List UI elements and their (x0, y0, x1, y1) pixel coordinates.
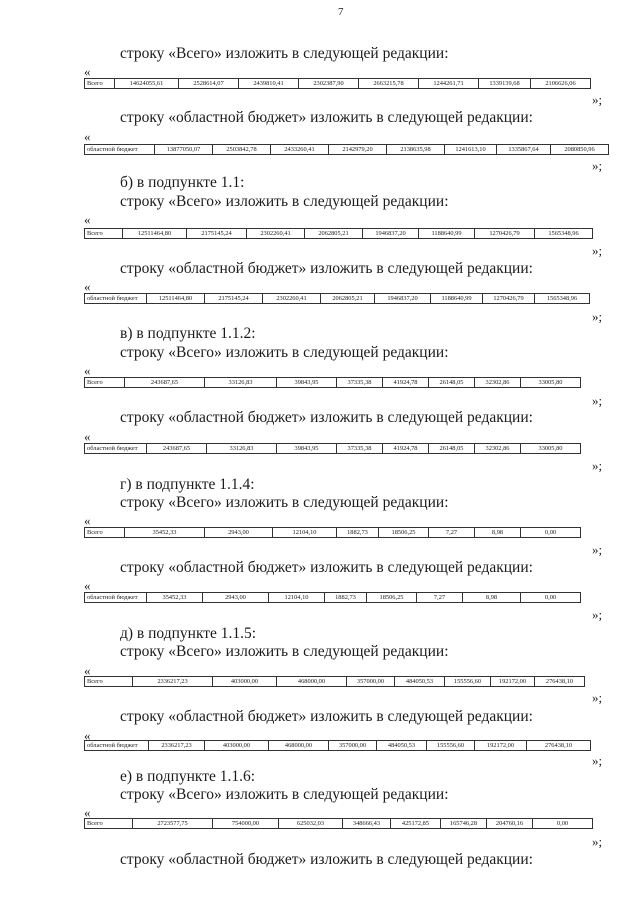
value-cell: 1946837,20 (375, 294, 431, 304)
value-cell: 2062805,21 (305, 229, 363, 239)
value-cell: 357000,00 (347, 677, 395, 687)
value-cell: 625032,03 (279, 819, 343, 829)
value-cell: 12511464,80 (147, 294, 205, 304)
budget-row (84, 377, 581, 388)
page-number: 7 (338, 6, 344, 18)
value-cell: 33005,80 (521, 378, 581, 388)
instruction: строку «областной бюджет» изложить в следующей редакции: (120, 109, 533, 126)
closing-quote: »; (592, 158, 603, 173)
heading: б) в подпункте 1.1: (120, 174, 245, 191)
value-cell: 1882,73 (337, 528, 379, 538)
heading: д) в подпункте 1.1.5: (120, 625, 257, 642)
row-label-cell: областной бюджет (85, 593, 147, 603)
value-cell: 192172,00 (491, 677, 535, 687)
value-cell: 2080850,96 (551, 145, 609, 155)
value-cell: 403000,00 (213, 677, 277, 687)
value-cell: 192172,00 (475, 741, 527, 751)
value-cell: 1270426,79 (475, 229, 535, 239)
opening-quote: « (84, 429, 91, 444)
value-cell: 2433260,41 (271, 145, 329, 155)
instruction: строку «Всего» изложить в следующей редакции: (120, 786, 449, 803)
closing-quote: »; (592, 753, 603, 768)
value-cell: 8,98 (463, 593, 521, 603)
closing-quote: »; (592, 458, 603, 473)
value-cell: 2336217,23 (149, 741, 205, 751)
value-cell: 37335,38 (337, 378, 383, 388)
value-cell: 243687,65 (125, 378, 205, 388)
budget-row (84, 676, 585, 687)
value-cell: 484050,53 (395, 677, 445, 687)
value-cell: 2663215,78 (359, 79, 419, 89)
value-cell: 12511464,80 (123, 229, 187, 239)
opening-quote: « (84, 212, 91, 227)
value-cell: 2943,00 (205, 528, 273, 538)
closing-quote: »; (592, 834, 603, 849)
value-cell: 754000,00 (213, 819, 279, 829)
row-label-cell: областной бюджет (85, 294, 147, 304)
value-cell: 1270426,79 (483, 294, 535, 304)
value-cell: 7,27 (429, 528, 475, 538)
value-cell: 0,00 (521, 593, 581, 603)
instruction: строку «областной бюджет» изложить в следующей редакции: (120, 260, 533, 277)
value-cell: 1565348,96 (535, 229, 593, 239)
instruction: строку «Всего» изложить в следующей редакции: (120, 494, 449, 511)
value-cell: 1241613,10 (445, 145, 497, 155)
value-cell: 425172,85 (391, 819, 441, 829)
opening-quote: « (84, 279, 91, 294)
budget-row (84, 78, 591, 89)
opening-quote: « (84, 728, 91, 743)
value-cell: 26148,05 (429, 378, 475, 388)
value-cell: 33005,80 (521, 444, 581, 454)
value-cell: 1188640,99 (419, 229, 475, 239)
instruction: строку «Всего» изложить в следующей редакции: (120, 643, 449, 660)
value-cell: 1946837,20 (363, 229, 419, 239)
closing-quote: »; (592, 92, 603, 107)
row-label-cell: Всего (85, 528, 125, 538)
value-cell: 2943,00 (203, 593, 269, 603)
value-cell: 1335867,64 (497, 145, 551, 155)
row-label-cell: Всего (85, 229, 123, 239)
value-cell: 41924,78 (383, 378, 429, 388)
heading: в) в подпункте 1.1.2: (120, 325, 256, 342)
opening-quote: « (84, 129, 91, 144)
value-cell: 2302260,41 (247, 229, 305, 239)
value-cell: 2439810,41 (239, 79, 299, 89)
closing-quote: »; (592, 243, 603, 258)
budget-row (84, 144, 609, 155)
opening-quote: « (84, 805, 91, 820)
value-cell: 2062805,21 (321, 294, 375, 304)
budget-row (84, 818, 593, 829)
budget-row (84, 443, 581, 454)
value-cell: 8,98 (475, 528, 521, 538)
instruction: строку «областной бюджет» изложить в следующей редакции: (120, 708, 533, 725)
value-cell: 35452,33 (125, 528, 205, 538)
value-cell: 39843,95 (277, 444, 337, 454)
closing-quote: »; (592, 607, 603, 622)
value-cell: 18506,25 (379, 528, 429, 538)
value-cell: 1882,73 (325, 593, 367, 603)
budget-row (84, 740, 591, 751)
value-cell: 357000,00 (329, 741, 377, 751)
value-cell: 204760,16 (487, 819, 533, 829)
opening-quote: « (84, 578, 91, 593)
value-cell: 7,27 (417, 593, 463, 603)
value-cell: 165746,28 (441, 819, 487, 829)
value-cell: 2138635,98 (387, 145, 445, 155)
value-cell: 1565348,96 (535, 294, 590, 304)
budget-row (84, 527, 581, 538)
instruction: строку «Всего» изложить в следующей редакции: (120, 193, 449, 210)
closing-quote: »; (592, 309, 603, 324)
instruction: строку «областной бюджет» изложить в следующей редакции: (120, 559, 533, 576)
value-cell: 348666,43 (343, 819, 391, 829)
row-label-cell: Всего (85, 79, 115, 89)
opening-quote: « (84, 513, 91, 528)
value-cell: 12104,10 (269, 593, 325, 603)
value-cell: 2302260,41 (263, 294, 321, 304)
value-cell: 484050,53 (377, 741, 427, 751)
row-label-cell: областной бюджет (85, 741, 149, 751)
value-cell: 1188640,99 (431, 294, 483, 304)
value-cell: 2142979,20 (329, 145, 387, 155)
value-cell: 33126,83 (205, 378, 277, 388)
instruction: строку «областной бюджет» изложить в следующей редакции: (120, 409, 533, 426)
value-cell: 468000,00 (269, 741, 329, 751)
value-cell: 1244261,71 (419, 79, 479, 89)
value-cell: 12104,10 (273, 528, 337, 538)
instruction: строку «областной бюджет» изложить в следующей редакции: (120, 851, 533, 868)
value-cell: 39843,95 (277, 378, 337, 388)
value-cell: 2302387,90 (299, 79, 359, 89)
budget-row (84, 228, 593, 239)
value-cell: 37335,38 (337, 444, 383, 454)
closing-quote: »; (592, 690, 603, 705)
opening-quote: « (84, 663, 91, 678)
value-cell: 0,00 (521, 528, 581, 538)
value-cell: 2503842,78 (213, 145, 271, 155)
value-cell: 32302,86 (475, 378, 521, 388)
heading: г) в подпункте 1.1.4: (120, 476, 255, 493)
value-cell: 0,00 (533, 819, 593, 829)
value-cell: 2723577,75 (133, 819, 213, 829)
value-cell: 18506,25 (367, 593, 417, 603)
row-label-cell: Всего (85, 378, 125, 388)
value-cell: 403000,00 (205, 741, 269, 751)
value-cell: 14624055,61 (115, 79, 179, 89)
value-cell: 2528614,07 (179, 79, 239, 89)
value-cell: 1339139,68 (479, 79, 531, 89)
instruction: строку «Всего» изложить в следующей редакции: (120, 45, 449, 62)
row-label-cell: Всего (85, 677, 133, 687)
value-cell: 41924,78 (383, 444, 429, 454)
budget-row (84, 293, 590, 304)
value-cell: 276438,10 (535, 677, 585, 687)
value-cell: 276438,10 (527, 741, 591, 751)
value-cell: 26148,05 (429, 444, 475, 454)
value-cell: 2336217,23 (133, 677, 213, 687)
opening-quote: « (84, 363, 91, 378)
instruction: строку «Всего» изложить в следующей редакции: (120, 344, 449, 361)
row-label-cell: областной бюджет (85, 145, 155, 155)
value-cell: 243687,65 (147, 444, 207, 454)
value-cell: 32302,86 (475, 444, 521, 454)
opening-quote: « (84, 64, 91, 79)
heading: е) в подпункте 1.1.6: (120, 768, 256, 785)
budget-row (84, 592, 581, 603)
value-cell: 2175145,24 (187, 229, 247, 239)
value-cell: 155556,60 (427, 741, 475, 751)
value-cell: 35452,33 (147, 593, 203, 603)
closing-quote: »; (592, 393, 603, 408)
value-cell: 33126,83 (207, 444, 277, 454)
closing-quote: »; (592, 542, 603, 557)
row-label-cell: Всего (85, 819, 133, 829)
value-cell: 13877050,07 (155, 145, 213, 155)
value-cell: 468000,00 (277, 677, 347, 687)
value-cell: 155556,60 (445, 677, 491, 687)
value-cell: 2106626,06 (531, 79, 591, 89)
value-cell: 2175145,24 (205, 294, 263, 304)
row-label-cell: областной бюджет (85, 444, 147, 454)
